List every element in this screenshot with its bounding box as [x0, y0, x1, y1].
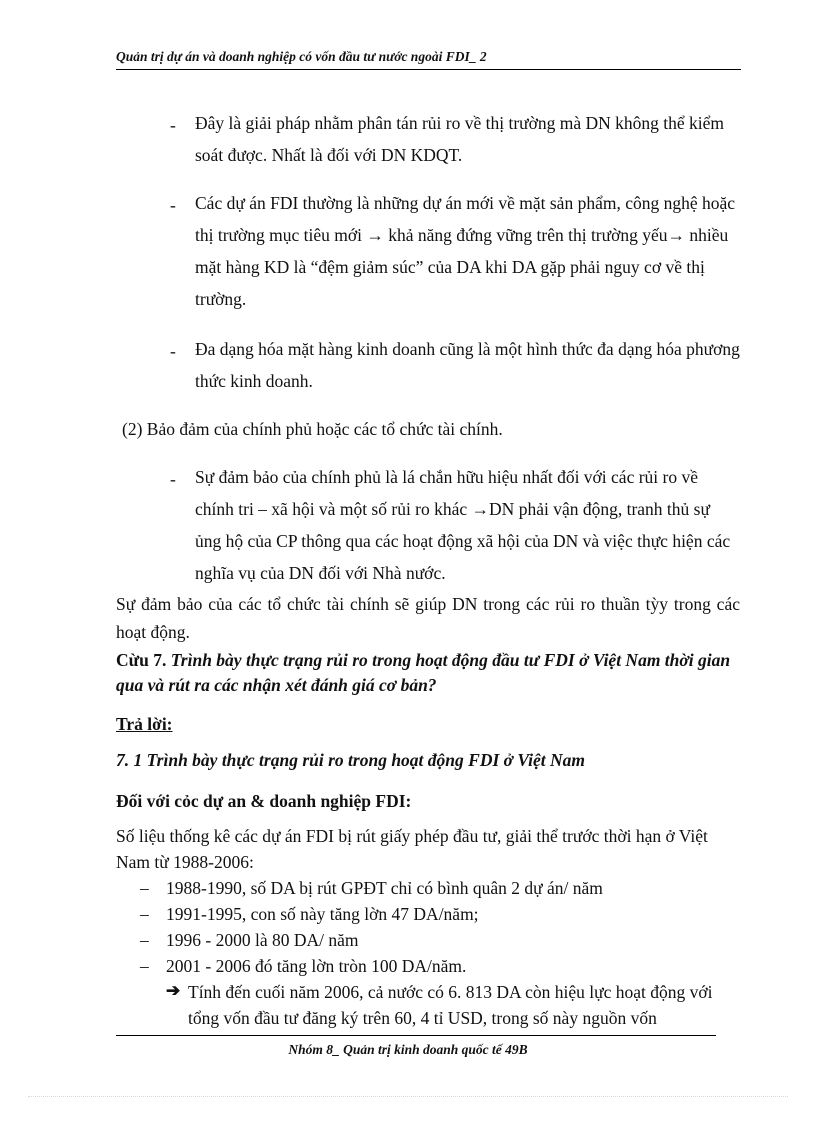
bullet-text: Các dự án FDI thường là những dự án mới về mặt sản phẩm, công nghệ hoặc thị trường mục tiêu mới → khả năng đứng vững trên thị trường yếu→ nhiều mặt hàng KD là “đệm giảm súc” của DA khi DA gặp phải nguy cơ về thị trường. — [195, 193, 736, 309]
question-label: Cừu 7. — [116, 650, 167, 670]
header-rule — [116, 69, 741, 70]
list-item: 1991-1995, con số này tăng lờn 47 DA/năm; — [166, 904, 479, 924]
list-dash: – — [140, 904, 149, 924]
list-dash: – — [140, 930, 149, 950]
question-text: Trình bày thực trạng rủi ro trong hoạt động đầu tư FDI ở Việt Nam thời gian qua và rút ra các nhận xét đánh giá cơ bản? — [116, 650, 731, 695]
right-arrow-icon: ➔ — [166, 981, 181, 1000]
subheading: 7. 1 Trình bày thực trạng rủi ro trong hoạt động FDI ở Việt Nam — [116, 750, 585, 770]
list-dash: – — [140, 878, 149, 898]
page-footer: Nhóm 8_ Quản trị kinh doanh quốc tế 49B — [288, 1042, 528, 1057]
bullet-dash: - — [170, 115, 176, 135]
answer-label: Trả lời: — [116, 714, 173, 734]
footer-rule — [116, 1035, 716, 1036]
section-heading: (2) Bảo đảm của chính phủ hoặc các tổ chức tài chính. — [122, 419, 503, 439]
bullet-text: Sự đảm bảo của chính phủ là lá chắn hữu hiệu nhất đối với các rủi ro về chính tri – xã hội và một số rủi ro khác →DN phải vận động, tranh thủ sự ủng hộ của CP thông qua các hoạt động xã hội của DN và việc thực hiện các nghĩa vụ của DN đối với Nhà nước. — [195, 467, 731, 583]
list-item: 2001 - 2006 đó tăng lờn tròn 100 DA/năm. — [166, 956, 467, 976]
stats-intro: Số liệu thống kê các dự án FDI bị rút giấy phép đầu tư, giải thể trước thời hạn ở Việt Nam từ 1988-2006: — [116, 826, 708, 872]
list-item: 1996 - 2000 là 80 DA/ năm — [166, 930, 359, 950]
subheading-fdi: Đối với cỏc dự an & doanh nghiệp FDI: — [116, 791, 412, 811]
list-item: 1988-1990, số DA bị rút GPĐT chỉ có bình quân 2 dự án/ năm — [166, 878, 603, 898]
bullet-dash: - — [170, 341, 176, 361]
page-divider — [28, 1096, 788, 1097]
bullet-text: Đây là giải pháp nhằm phân tán rủi ro về thị trường mà DN không thể kiểm soát được. Nhất là đối với DN KDQT. — [195, 113, 725, 165]
question — [116, 648, 740, 698]
list-dash: – — [140, 956, 149, 976]
bullet-dash: - — [170, 469, 176, 489]
paragraph: Sự đảm bảo của các tổ chức tài chính sẽ giúp DN trong các rủi ro thuần tỳy trong các hoạt động. — [116, 594, 740, 642]
bullet-text: Đa dạng hóa mặt hàng kinh doanh cũng là một hình thức đa dạng hóa phương thức kinh doanh. — [195, 339, 740, 391]
page-header: Quản trị dự án và doanh nghiệp có vốn đầu tư nước ngoài FDI_ 2 — [116, 49, 487, 64]
bullet-dash: - — [170, 195, 176, 215]
conclusion: Tính đến cuối năm 2006, cả nước có 6. 813 DA còn hiệu lực hoạt động với tổng vốn đầu tư đăng ký trên 60, 4 tỉ USD, trong số này nguồn vốn — [188, 982, 713, 1028]
